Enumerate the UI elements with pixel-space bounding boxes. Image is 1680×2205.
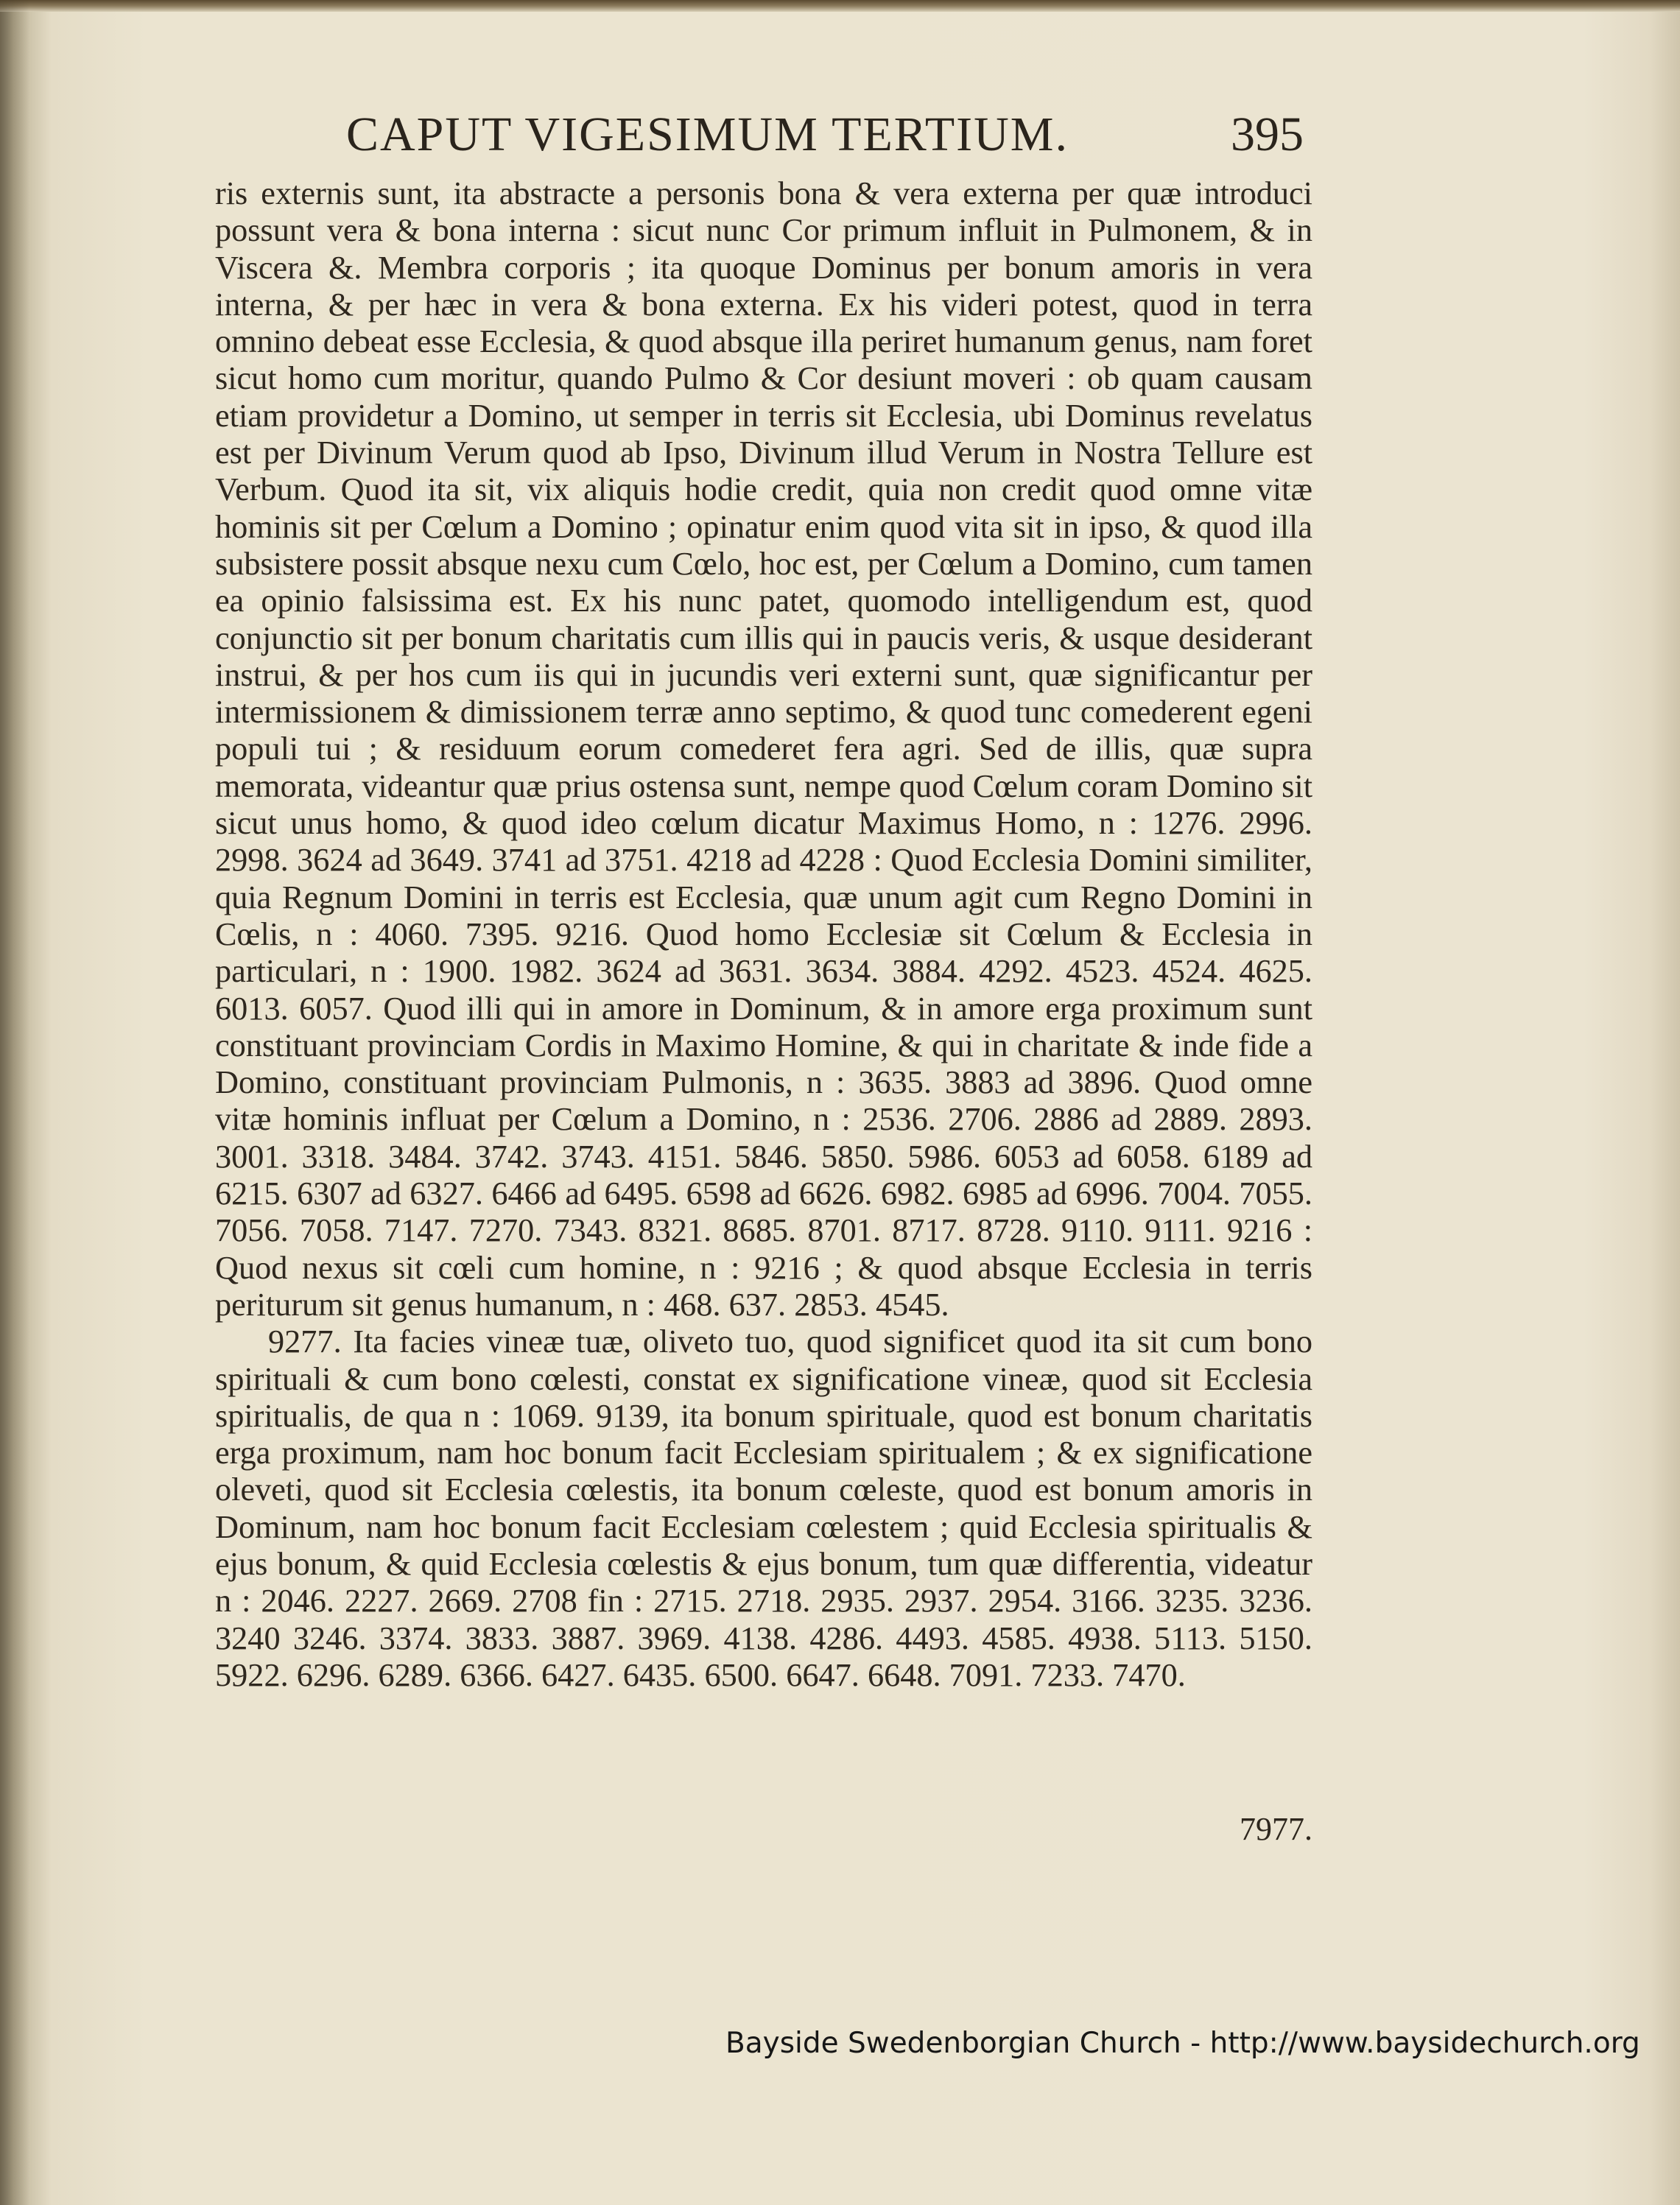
binding-shadow xyxy=(0,0,29,2205)
body-text xyxy=(215,175,1312,1694)
running-title: CAPUT VIGESIMUM TERTIUM. xyxy=(346,108,1069,161)
body-paragraph: ris externis sunt, ita abstracte a personis bona & vera externa per quæ introduci possunt vera & bona interna : sicut nunc Cor primum influit in Pulmonem, & in Viscera &. Membra corporis ; ita quoque Dominus per bonum amoris in vera interna, & per hæc in vera & bona externa. Ex his videri potest, quod in terra omnino debeat esse Ecclesia, & quod absque illa periret humanum genus, nam foret sicut homo cum moritur, quando Pulmo & Cor desiunt moveri : ob quam causam etiam providetur a Domino, ut semper in terris sit Ecclesia, ubi Dominus revelatus est per Divinum Verum quod ab Ipso, Divinum illud Verum in Nostra Tellure est Verbum. Quod ita sit, vix aliquis hodie credit, quia non credit quod omne vitæ hominis sit per Cœlum a Domino ; opinatur enim quod vita sit in ipso, & quod illa subsistere possit absque nexu cum Cœlo, hoc est, per Cœlum a Domino, cum tamen ea opinio falsissima est. Ex his nunc patet, quomodo intelligendum est, quod conjunctio sit per bonum charitatis cum illis qui in paucis veris, & usque desiderant instrui, & per hos cum iis qui in jucundis veri externi sunt, quæ significantur per intermissionem & dimissionem terræ anno septimo, & quod tunc comederent egeni populi tui ; & residuum eorum comederet fera agri. Sed de illis, quæ supra memorata, videantur quæ prius ostensa sunt, nempe quod Cœlum coram Domino sit sicut unus homo, & quod ideo cœlum dicatur Maximus Homo, n : 1276. 2996. 2998. 3624 ad 3649. 3741 ad 3751. 4218 ad 4228 : Quod Ecclesia Domini similiter, quia Regnum Domini in terris est Ecclesia, quæ unum agit cum Regno Domini in Cœlis, n : 4060. 7395. 9216. Quod homo Ecclesiæ sit Cœlum & Ecclesia in particulari, n : 1900. 1982. 3624 ad 3631. 3634. 3884. 4292. 4523. 4524. 4625. 6013. 6057. Quod illi qui in amore in Dominum, & in amore erga proximum sunt constituant provinciam Cordis in Maximo Homine, & qui in charitate & inde fide a Domino, constituant provinciam Pulmonis, n : 3635. 3883 ad 3896. Quod omne vitæ hominis influat per Cœlum a Domino, n : 2536. 2706. 2886 ad 2889. 2893. 3001. 3318. 3484. 3742. 3743. 4151. 5846. 5850. 5986. 6053 ad 6058. 6189 ad 6215. 6307 ad 6327. 6466 ad 6495. 6598 ad 6626. 6982. 6985 ad 6996. 7004. 7055. 7056. 7058. 7147. 7270. 7343. 8321. 8685. 8701. 8717. 8728. 9110. 9111. 9216 : Quod nexus sit cœli cum homine, n : 9216 ; & quod absque Ecclesia in terris periturum sit genus humanum, n : 468. 637. 2853. 4545. xyxy=(215,175,1312,1323)
page-top-edge xyxy=(0,0,1680,12)
body-paragraph: 9277. Ita facies vineæ tuæ, oliveto tuo, quod significet quod ita sit cum bono spirituali & cum bono cœlesti, constat ex significatione vineæ, quod sit Ecclesia spiritualis, de qua n : 1069. 9139, ita bonum spirituale, quod est bonum charitatis erga proximum, nam hoc bonum facit Ecclesiam spiritualem ; & ex significatione oleveti, quod sit Ecclesia cœlestis, ita bonum cœleste, quod est bonum amoris in Dominum, nam hoc bonum facit Ecclesiam cœlestem ; quid Ecclesia spiritualis & ejus bonum, & quid Ecclesia cœlestis & ejus bonum, tum quæ differentia, videatur n : 2046. 2227. 2669. 2708 fin : 2715. 2718. 2935. 2937. 2954. 3166. 3235. 3236. 3240 3246. 3374. 3833. 3887. 3969. 4138. 4286. 4493. 4585. 4938. 5113. 5150. 5922. 6296. 6289. 6366. 6427. 6435. 6500. 6647. 6648. 7091. 7233. 7470. xyxy=(215,1323,1312,1693)
page-header xyxy=(346,107,1304,173)
catchword: 7977. xyxy=(1240,1811,1312,1847)
footer-credit: Bayside Swedenborgian Church - http://www.baysidechurch.org xyxy=(725,2027,1640,2060)
page-number: 395 xyxy=(1231,108,1304,161)
